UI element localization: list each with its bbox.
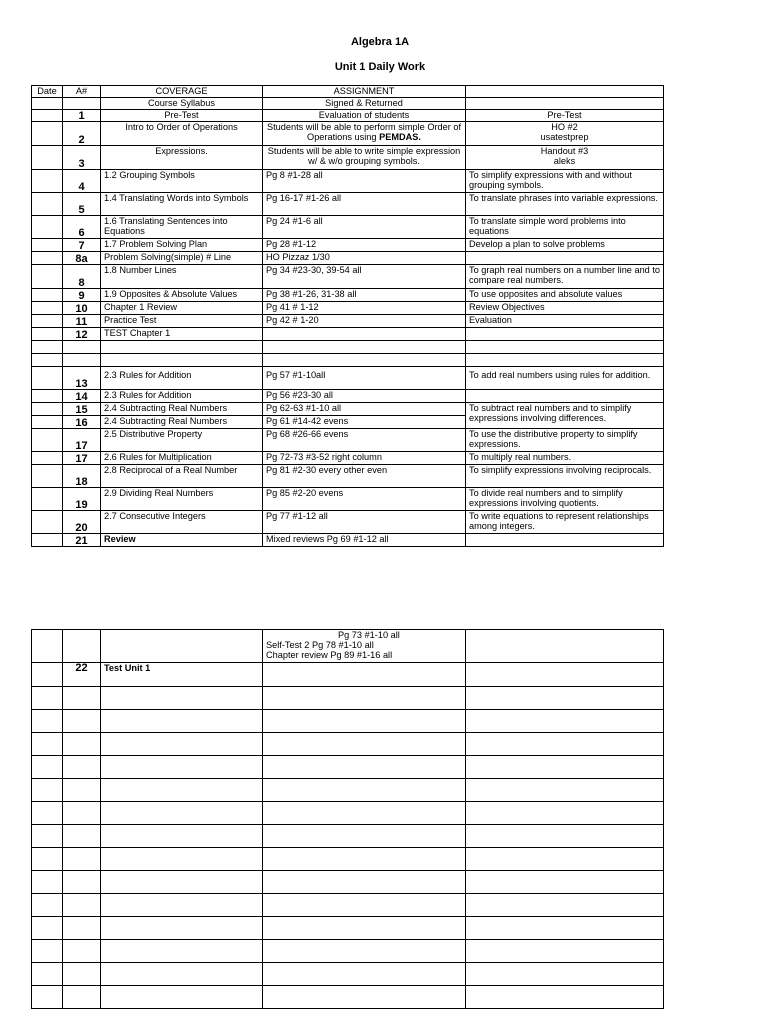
table-row <box>32 328 664 341</box>
table-row-empty <box>32 687 664 710</box>
table-row <box>32 265 664 289</box>
row-coverage: 2.3 Rules for Addition <box>101 390 263 403</box>
row-coverage: 1.8 Number Lines <box>101 265 263 289</box>
row-coverage: 2.3 Rules for Addition <box>101 367 263 390</box>
row-coverage: 1.2 Grouping Symbols <box>101 170 263 193</box>
row-coverage: Test Unit 1 <box>101 663 263 687</box>
row-objective: To translate phrases into variable expressions. <box>466 193 664 216</box>
row-coverage: Problem Solving(simple) # Line <box>101 252 263 265</box>
table-row-empty <box>32 825 664 848</box>
daily-work-table <box>31 85 664 547</box>
row-objective: HO #2 usatestprep <box>466 122 664 146</box>
row-coverage: TEST Chapter 1 <box>101 328 263 341</box>
row-coverage: Intro to Order of Operations <box>101 122 263 146</box>
row-number: 18 <box>63 465 101 488</box>
table-row-empty <box>32 354 664 367</box>
row-number: 3 <box>63 146 101 170</box>
table-row <box>32 403 664 416</box>
row-number: 14 <box>63 390 101 403</box>
row-coverage: 2.4 Subtracting Real Numbers <box>101 403 263 416</box>
table-row-empty <box>32 341 664 354</box>
row-assignment: Pg 61 #14-42 evens <box>263 416 466 429</box>
table-row <box>32 193 664 216</box>
table-row <box>32 367 664 390</box>
row-number: 4 <box>63 170 101 193</box>
row-coverage: 2.8 Reciprocal of a Real Number <box>101 465 263 488</box>
table-row-empty <box>32 733 664 756</box>
row-assignment: Pg 24 #1-6 all <box>263 216 466 239</box>
row-number: 12 <box>63 328 101 341</box>
table-row <box>32 146 664 170</box>
row-number: 6 <box>63 216 101 239</box>
row-assignment: Pg 8 #1-28 all <box>263 170 466 193</box>
row-assignment: Evaluation of students <box>263 110 466 122</box>
document-subtitle: Unit 1 Daily Work <box>334 61 426 73</box>
row-objective: To use the distributive property to simplify expressions. <box>466 429 664 452</box>
table-row-empty <box>32 917 664 940</box>
table-row <box>32 170 664 193</box>
row-number: 17 <box>63 429 101 452</box>
table-row-empty <box>32 710 664 733</box>
header-assignment: ASSIGNMENT <box>263 86 466 98</box>
row-objective: To divide real numbers and to simplify expressions involving quotients. <box>466 488 664 511</box>
row-assignment: Pg 28 #1-12 <box>263 239 466 252</box>
row-number: 22 <box>63 663 101 687</box>
row-number: 20 <box>63 511 101 534</box>
table-row <box>32 390 664 403</box>
table-row-empty <box>32 756 664 779</box>
row-objective: Pre-Test <box>466 110 664 122</box>
row-objective: Review Objectives <box>466 302 664 315</box>
row-coverage: 1.4 Translating Words into Symbols <box>101 193 263 216</box>
row-assignment: Pg 85 #2-20 evens <box>263 488 466 511</box>
row-number: 8 <box>63 265 101 289</box>
unit-test-table <box>31 629 664 1009</box>
row-assignment: Pg 41 # 1-12 <box>263 302 466 315</box>
table-row <box>32 302 664 315</box>
table-row <box>32 452 664 465</box>
row-assignment: Signed & Returned <box>263 98 466 110</box>
row-objective: Handout #3 aleks <box>466 146 664 170</box>
row-assignment: Pg 16-17 #1-26 all <box>263 193 466 216</box>
row-assignment: Mixed reviews Pg 69 #1-12 all <box>263 534 466 547</box>
pemdas-text: PEMDAS. <box>379 132 421 142</box>
row-assignment: Pg 81 #2-30 every other even <box>263 465 466 488</box>
row-assignment: HO Pizzaz 1/30 <box>263 252 466 265</box>
table-row <box>32 511 664 534</box>
row-coverage: 1.7 Problem Solving Plan <box>101 239 263 252</box>
table-row <box>32 289 664 302</box>
assignment-text: Students will be able to perform simple Order of Operations using <box>266 122 462 142</box>
table-row <box>32 122 664 146</box>
table-row <box>32 315 664 328</box>
table-row <box>32 488 664 511</box>
row-assignment: Students will be able to write simple expression w/ & w/o grouping symbols. <box>263 146 466 170</box>
row-objective: To add real numbers using rules for addition. <box>466 367 664 390</box>
row-number: 7 <box>63 239 101 252</box>
table-header-row <box>32 86 664 98</box>
header-assignment-number: A# <box>63 86 101 98</box>
row-number: 17 <box>63 452 101 465</box>
row-coverage: 2.6 Rules for Multiplication <box>101 452 263 465</box>
row-coverage: Practice Test <box>101 315 263 328</box>
row-coverage: 2.7 Consecutive Integers <box>101 511 263 534</box>
row-number: 16 <box>63 416 101 429</box>
row-objective: To simplify expressions involving reciprocals. <box>466 465 664 488</box>
header-date: Date <box>32 86 63 98</box>
row-number: 19 <box>63 488 101 511</box>
table-row <box>32 465 664 488</box>
row-number <box>63 98 101 110</box>
table-row <box>32 534 664 547</box>
row-number: 15 <box>63 403 101 416</box>
row-number: 5 <box>63 193 101 216</box>
row-assignment: Pg 38 #1-26, 31-38 all <box>263 289 466 302</box>
row-number: 9 <box>63 289 101 302</box>
row-assignment: Pg 77 #1-12 all <box>263 511 466 534</box>
row-assignment: Pg 42 # 1-20 <box>263 315 466 328</box>
row-assignment: Pg 62-63 #1-10 all <box>263 403 466 416</box>
table-row-empty <box>32 802 664 825</box>
table-row <box>32 252 664 265</box>
row-objective: To graph real numbers on a number line and to compare real numbers. <box>466 265 664 289</box>
row-number: 8a <box>63 252 101 265</box>
row-objective: To use opposites and absolute values <box>466 289 664 302</box>
row-coverage: Expressions. <box>101 146 263 170</box>
row-coverage: Review <box>101 534 263 547</box>
row-number: 2 <box>63 122 101 146</box>
table-row-empty <box>32 894 664 917</box>
row-objective <box>466 534 664 547</box>
row-coverage: Course Syllabus <box>101 98 263 110</box>
row-objective: To simplify expressions with and without grouping symbols. <box>466 170 664 193</box>
row-coverage: 1.6 Translating Sentences into Equations <box>101 216 263 239</box>
row-assignment: Pg 34 #23-30, 39-54 all <box>263 265 466 289</box>
row-objective: To translate simple word problems into equations <box>466 216 664 239</box>
row-assignment: Pg 57 #1-10all <box>263 367 466 390</box>
table-row <box>32 98 664 110</box>
row-number: 11 <box>63 315 101 328</box>
table-row <box>32 110 664 122</box>
row-objective <box>466 98 664 110</box>
row-coverage: Pre-Test <box>101 110 263 122</box>
row-assignment <box>263 122 466 146</box>
row-assignment: Pg 68 #26-66 evens <box>263 429 466 452</box>
table-row-empty <box>32 986 664 1009</box>
header-coverage: COVERAGE <box>101 86 263 98</box>
row-number: 13 <box>63 367 101 390</box>
review-assignments: Pg 73 #1-10 all Self-Test 2 Pg 78 #1-10 all Chapter review Pg 89 #1-16 all <box>263 630 466 663</box>
row-number: 21 <box>63 534 101 547</box>
row-assignment: Pg 72-73 #3-52 right column <box>263 452 466 465</box>
row-number: 1 <box>63 110 101 122</box>
table-row-empty <box>32 871 664 894</box>
table-row-empty <box>32 963 664 986</box>
row-objective: To write equations to represent relationships among integers. <box>466 511 664 534</box>
table-row <box>32 216 664 239</box>
row-coverage: 2.5 Distributive Property <box>101 429 263 452</box>
row-objective: To multiply real numbers. <box>466 452 664 465</box>
row-coverage: 2.4 Subtracting Real Numbers <box>101 416 263 429</box>
table-row <box>32 239 664 252</box>
row-coverage: Chapter 1 Review <box>101 302 263 315</box>
row-objective: Evaluation <box>466 315 664 328</box>
table-row-empty <box>32 779 664 802</box>
header-objective <box>466 86 664 98</box>
row-objective: To subtract real numbers and to simplify expressions involving differences. <box>466 403 664 429</box>
row-assignment: Pg 56 #23-30 all <box>263 390 466 403</box>
table-row-empty <box>32 848 664 871</box>
row-objective: Develop a plan to solve problems <box>466 239 664 252</box>
row-objective <box>466 252 664 265</box>
table-row <box>32 663 664 687</box>
row-coverage: 2.9 Dividing Real Numbers <box>101 488 263 511</box>
table-row <box>32 429 664 452</box>
table-row-empty <box>32 940 664 963</box>
document-title: Algebra 1A <box>350 36 410 48</box>
table-row <box>32 630 664 663</box>
row-number: 10 <box>63 302 101 315</box>
row-coverage: 1.9 Opposites & Absolute Values <box>101 289 263 302</box>
